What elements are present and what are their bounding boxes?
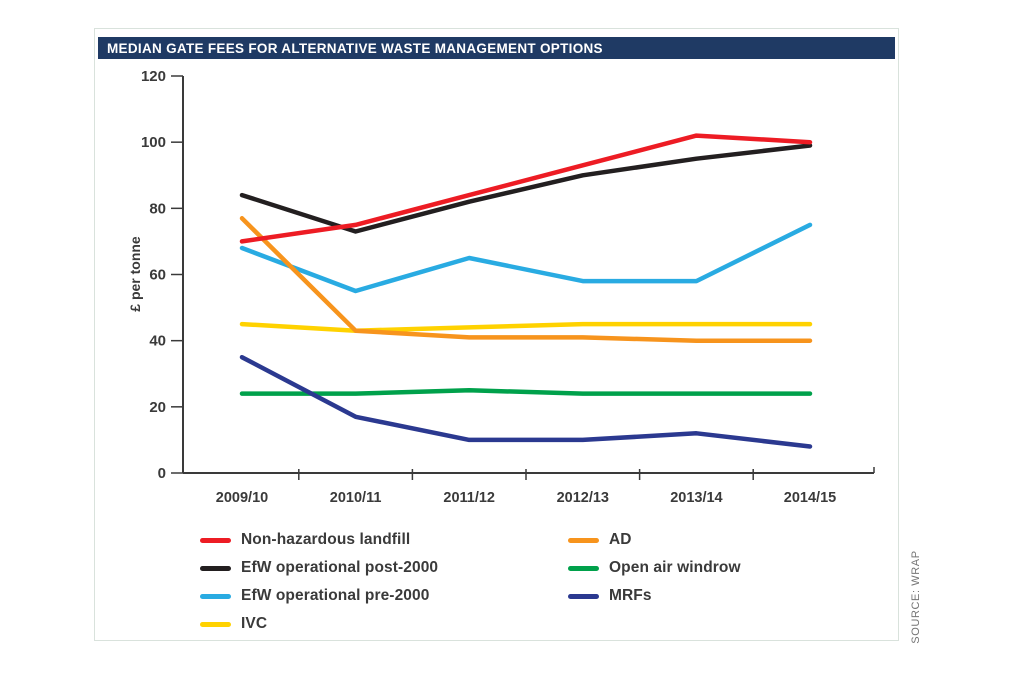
legend-swatch-mrfs [568, 594, 599, 599]
legend-swatch-ad [568, 538, 599, 543]
x-tick-label: 2010/11 [329, 490, 382, 506]
legend-swatch-efw-operational-pre-2000 [200, 594, 231, 599]
legend-item-efw-operational-post-2000 [200, 559, 438, 577]
legend-label: EfW operational post-2000 [241, 559, 439, 576]
series-line-ivc [242, 324, 810, 331]
legend-item-mrfs [568, 587, 741, 605]
x-tick-label: 2014/15 [783, 490, 837, 506]
y-tick-label: 20 [149, 398, 166, 416]
legend-item-ad [568, 531, 741, 549]
legend-label: Non-hazardous landfill [241, 531, 411, 548]
legend-label: EfW operational pre-2000 [241, 587, 430, 604]
legend-swatch-non-hazardous-landfill [200, 538, 231, 543]
chart-title: MEDIAN GATE FEES FOR ALTERNATIVE WASTE MANAGEMENT OPTIONS [107, 40, 603, 56]
series-line-efw-operational-post-2000 [242, 146, 810, 232]
legend-item-open-air-windrow [568, 559, 741, 577]
series-line-efw-operational-pre-2000 [242, 225, 810, 291]
x-tick-label: 2013/14 [670, 490, 723, 506]
legend-item-efw-operational-pre-2000 [200, 587, 438, 605]
x-tick-label: 2011/12 [443, 490, 496, 506]
y-tick-label: 60 [149, 266, 166, 284]
y-tick-label: 40 [149, 332, 166, 350]
legend-swatch-efw-operational-post-2000 [200, 566, 231, 571]
y-axis-title: £ per tonne [127, 236, 143, 312]
y-tick-label: 0 [157, 465, 166, 482]
x-tick-label: 2009/10 [215, 490, 269, 506]
y-tick-label: 100 [140, 134, 166, 152]
series-line-mrfs [242, 357, 810, 446]
y-tick-label: 80 [149, 200, 166, 218]
series-line-open-air-windrow [242, 390, 810, 393]
y-tick-label: 120 [140, 68, 166, 85]
x-tick-label: 2012/13 [556, 490, 610, 506]
legend-label: AD [609, 531, 632, 548]
chart-legend-right [568, 531, 741, 615]
source-note: SOURCE: WRAP [910, 550, 922, 644]
legend-label: Open air windrow [609, 559, 741, 576]
legend-item-non-hazardous-landfill [200, 531, 438, 549]
legend-label: IVC [241, 615, 268, 632]
legend-swatch-ivc [200, 622, 231, 627]
legend-swatch-open-air-windrow [568, 566, 599, 571]
legend-label: MRFs [609, 587, 652, 604]
legend-item-ivc [200, 615, 438, 633]
chart-legend-left [200, 531, 438, 643]
